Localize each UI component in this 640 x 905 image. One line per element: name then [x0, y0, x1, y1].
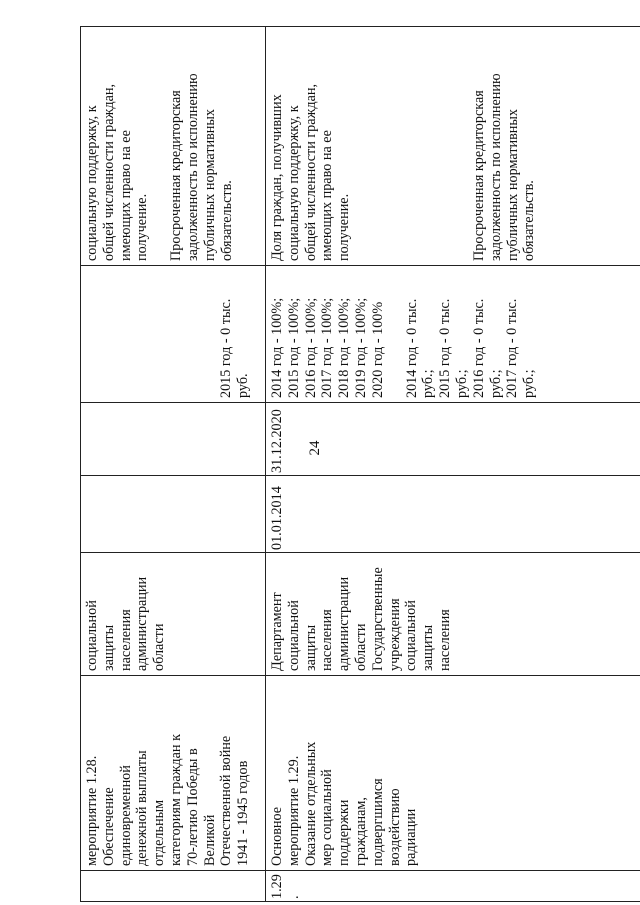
start-date-cell: [266, 476, 640, 553]
event-line: мер социальной: [319, 769, 336, 866]
target-line: руб.: [234, 373, 251, 398]
executor-line: области: [352, 623, 369, 671]
event-line: подвергшимся: [369, 778, 386, 866]
end-date: 31.12.2020: [269, 409, 285, 473]
indicator-line: имеющих право на ее: [319, 130, 336, 261]
event-line: поддержки: [336, 799, 353, 866]
event-line: Оказание отдельных: [302, 741, 319, 866]
target-line: руб.;: [521, 369, 538, 398]
executor-line: населения: [319, 609, 336, 671]
indicator-line: Просроченная кредиторская: [168, 90, 185, 261]
row-number: 1.29.: [269, 874, 302, 899]
event-line: воздействию: [386, 788, 403, 866]
table-row: [266, 27, 640, 902]
row-number-cell: [81, 871, 266, 902]
target-line: 2015 год - 0 тыс.: [437, 298, 454, 398]
executor-line: защиты: [302, 624, 319, 671]
indicator-line: обязательств.: [218, 180, 235, 261]
executor-line: защиты: [100, 624, 117, 671]
indicator-line: Доля граждан, получивших: [269, 94, 285, 261]
spacer: [387, 270, 404, 398]
end-date-cell: [266, 403, 640, 476]
indicator-line: получение.: [134, 193, 151, 261]
target-values-cell: [266, 266, 640, 403]
executor-cell: [81, 553, 266, 676]
event-line: 70-летию Победы в: [184, 748, 201, 866]
page-number-text: 24: [307, 440, 323, 456]
target-line: руб.;: [420, 369, 437, 398]
start-date-cell: [81, 476, 266, 553]
indicator-line: социальную поддержку, к: [285, 105, 302, 261]
target-line: 2016 год - 0 тыс.: [470, 298, 487, 398]
program-table-rotated: [80, 34, 640, 902]
executor-line: населения: [117, 609, 134, 671]
event-line: Великой: [201, 814, 218, 866]
target-line: 2018 год - 100%;: [336, 297, 353, 398]
target-line: 2017 год - 0 тыс.: [504, 298, 521, 398]
indicator-line: социальную поддержку, к: [84, 105, 100, 261]
target-line: 2014 год - 100%;: [269, 297, 285, 398]
indicator-line: Просроченная кредиторская: [470, 90, 487, 261]
target-line: 2015 год - 0 тыс.: [218, 298, 234, 398]
event-cell: [81, 676, 266, 871]
event-line: Отечественной войне: [218, 735, 235, 866]
spacer: [353, 31, 471, 261]
program-table: [80, 26, 640, 902]
event-line: Основное: [269, 806, 285, 866]
table-row: [81, 27, 266, 902]
target-line: 2014 год - 0 тыс.: [403, 298, 420, 398]
end-date-cell: [81, 403, 266, 476]
executor-line: администрации: [336, 576, 353, 671]
indicator-line: имеющих право на ее: [117, 130, 134, 261]
executor-line: защиты: [420, 624, 437, 671]
executor-line: учреждения: [386, 598, 403, 671]
indicator-line: получение.: [336, 193, 353, 261]
event-line: отдельным: [151, 799, 168, 866]
indicator-line: задолженность по исполнению: [487, 73, 504, 261]
spacer: [84, 270, 218, 398]
target-values-cell: [81, 266, 266, 403]
event-cell: [266, 676, 640, 871]
event-line: Обеспечение: [100, 787, 117, 866]
target-line: 2019 год - 100%;: [352, 297, 369, 398]
target-line: 2017 год - 100%;: [319, 297, 336, 398]
target-line: 2020 год - 100%: [369, 301, 386, 398]
event-line: категориям граждан к: [167, 734, 184, 866]
start-date: 01.01.2014: [269, 486, 285, 550]
event-line: радиации: [403, 808, 420, 866]
indicator-cell: [266, 27, 640, 266]
executor-line: социальной: [84, 600, 100, 671]
event-line: гражданам,: [352, 797, 369, 866]
executor-line: Государственные: [369, 567, 386, 671]
row-number-cell: [266, 871, 640, 902]
executor-cell: [266, 553, 640, 676]
executor-line: области: [151, 623, 168, 671]
indicator-line: обязательств.: [521, 180, 538, 261]
target-line: руб.;: [487, 369, 504, 398]
executor-line: Департамент: [269, 592, 285, 671]
indicator-line: задолженность по исполнению: [184, 73, 201, 261]
event-line: мероприятие 1.28.: [84, 755, 100, 866]
event-line: единовременной: [117, 765, 134, 866]
indicator-line: общей численности граждан,: [100, 83, 117, 261]
indicator-line: общей численности граждан,: [302, 83, 319, 261]
indicator-line: публичных нормативных: [504, 108, 521, 261]
executor-line: социальной: [285, 600, 302, 671]
indicator-line: публичных нормативных: [201, 108, 218, 261]
spacer: [151, 31, 168, 261]
target-line: руб.;: [453, 369, 470, 398]
event-line: денежной выплаты: [134, 750, 151, 866]
target-line: 2015 год - 100%;: [285, 297, 302, 398]
target-line: 2016 год - 100%;: [302, 297, 319, 398]
event-line: 1941 - 1945 годов: [235, 760, 252, 866]
executor-line: администрации: [134, 576, 151, 671]
indicator-cell: [81, 27, 266, 266]
event-line: мероприятие 1.29.: [285, 755, 302, 866]
executor-line: социальной: [403, 600, 420, 671]
executor-line: населения: [436, 609, 453, 671]
